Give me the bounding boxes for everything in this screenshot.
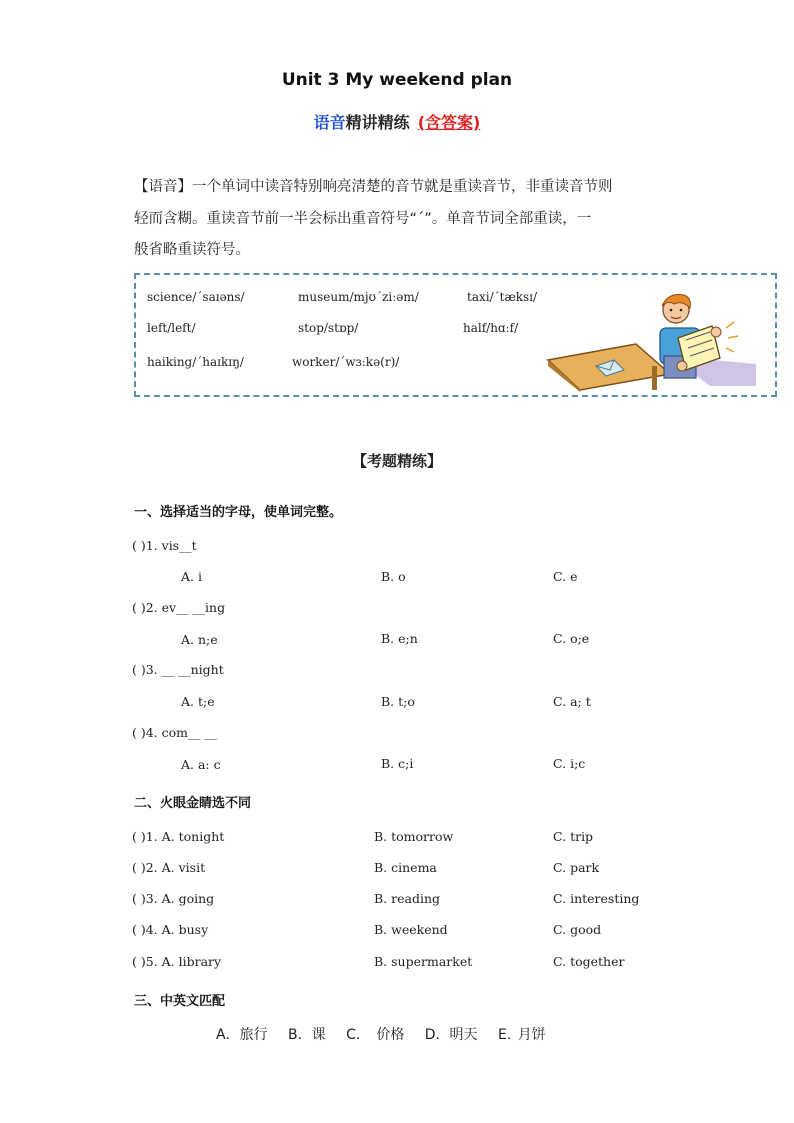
phonetic-word: worker/ˊwɜːkə(r)/ [292, 355, 400, 369]
option-c: C. park [553, 860, 600, 875]
question-text: ( )1. A. tonight [132, 829, 225, 844]
section2-title: 二、火眼金睛选不同 [134, 796, 252, 811]
option-a: A. a: c [181, 757, 221, 772]
intro-line: 轻而含糊。重读音节前一半会标出重音符号“ˊ”。单音节词全部重读，一 [134, 210, 592, 227]
option-b: B. e;n [381, 631, 418, 646]
match-options [216, 1024, 560, 1044]
option-b: B. o [381, 569, 406, 584]
match-item: C． 价格 [346, 1027, 405, 1043]
option-b: B. cinema [374, 860, 437, 875]
section1-title: 一、选择适当的字母，使单词完整。 [134, 505, 343, 520]
option-a: A. i [181, 569, 202, 584]
phonetic-word: museum/mjʊˊziːəm/ [298, 290, 419, 304]
boy-reading-illustration [540, 286, 762, 392]
hand [677, 361, 687, 371]
phonetic-word: haiking/ˊhaɪkɪŋ/ [147, 355, 244, 369]
option-b: B. reading [374, 891, 441, 906]
phonetic-word: stop/stɒp/ [298, 321, 359, 335]
question-text: ( )3. A. going [132, 891, 215, 906]
option-b: B. weekend [374, 922, 448, 937]
phonetics-intro [134, 172, 674, 267]
option-b: B. tomorrow [374, 829, 454, 844]
option-c: C. o;e [553, 631, 590, 646]
exercise-title: 【考题精练】 [351, 452, 442, 470]
option-b: B. t;o [381, 694, 415, 709]
page-subtitle [0, 110, 794, 133]
phonetic-word: taxi/ˊtæksɪ/ [467, 290, 538, 304]
option-a: A. n;e [181, 632, 218, 647]
option-b: B. supermarket [374, 954, 473, 969]
phonetic-word: left/left/ [147, 321, 196, 335]
option-c: C. trip [553, 829, 594, 844]
question-text: ( )2. A. visit [132, 860, 206, 875]
option-c: C. together [553, 954, 625, 969]
section3-title: 三、中英文匹配 [134, 994, 226, 1009]
hand [711, 327, 721, 337]
match-item: E. 月饼 [498, 1027, 546, 1043]
question-text: ( )4. A. busy [132, 922, 209, 937]
option-b: B. c;i [381, 756, 414, 771]
option-c: C. e [553, 569, 578, 584]
subtitle-part-lesson: 精讲精练 [345, 113, 410, 132]
match-item: D．明天 [424, 1027, 478, 1043]
intro-line: 般省略重读符号。 [134, 242, 250, 258]
subtitle-part-phonetics: 语音 [313, 113, 346, 132]
option-c: C. interesting [553, 891, 640, 906]
match-item: A．旅行 [216, 1027, 268, 1043]
option-c: C. good [553, 922, 602, 937]
phonetic-word: half/hɑːf/ [463, 321, 519, 335]
option-a: A. t;e [181, 694, 215, 709]
option-c: C. i;c [553, 756, 586, 771]
phonetic-word: science/ˊsaɪəns/ [147, 290, 245, 304]
question-text: ( )5. A. library [132, 954, 222, 969]
question-text: ( )1. vis__t [132, 538, 197, 553]
intro-line: 【语音】一个单词中读音特别响亮清楚的音节就是重读音节，非重读音节则 [134, 179, 613, 195]
option-c: C. a; t [553, 694, 591, 709]
question-text: ( )2. ev__ __ing [132, 600, 226, 615]
match-item: B．课 [288, 1027, 326, 1043]
desk-leg [652, 366, 657, 390]
page-title: Unit 3 My weekend plan [281, 70, 513, 90]
question-text: ( )3. __ __night [132, 662, 224, 677]
question-text: ( )4. com__ __ [132, 725, 217, 740]
subtitle-part-answers: (含答案) [417, 113, 481, 132]
